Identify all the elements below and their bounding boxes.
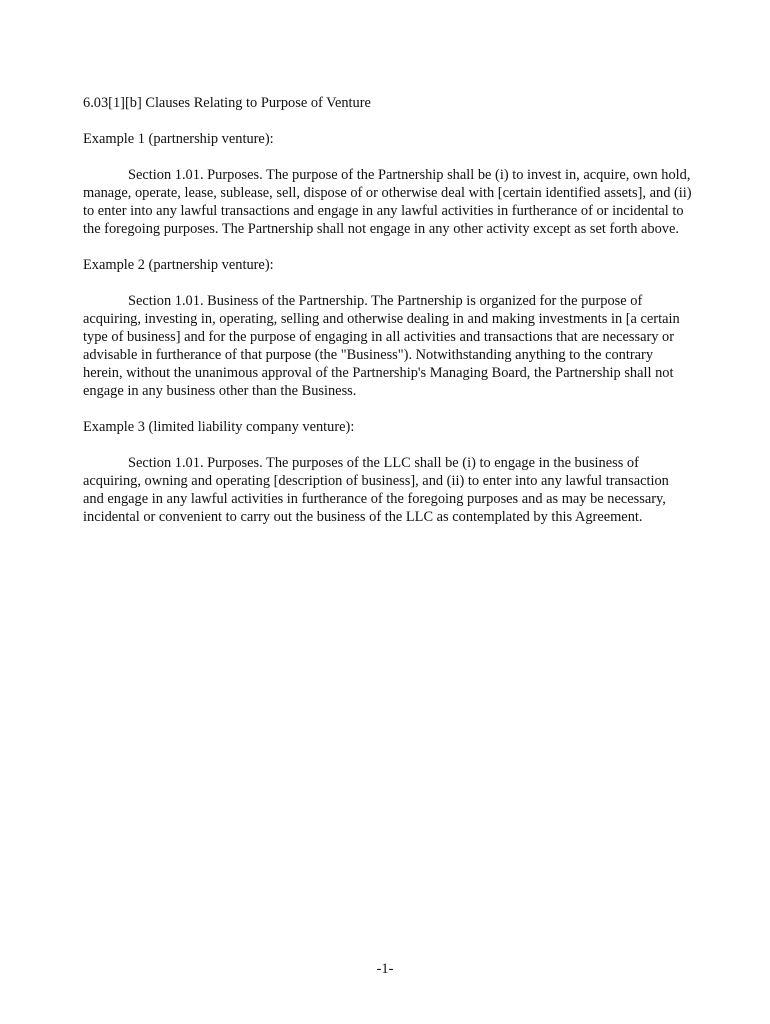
example-1-clause: Section 1.01. Purposes. The purpose of the Partnership shall be (i) to invest in, acquire, own hold, manage, operate, lease, sublease, sell, dispose of or otherwise deal with [certain identified assets], and (ii) to enter into any lawful transactions and engage in any lawful activities in furtherance of or incidental to the foregoing purposes. The Partnership shall not engage in any other activity except as set forth above.: [83, 167, 692, 237]
example-3-clause: Section 1.01. Purposes. The purposes of the LLC shall be (i) to engage in the business of acquiring, owning and operating [description of business], and (ii) to enter into any lawful transaction and engage in any lawful activities in furtherance of the foregoing purposes and as may be necessary, incidental or convenient to carry out the business of the LLC as contemplated by this Agreement.: [83, 455, 669, 525]
example-3-label: Example 3 (limited liability company venture):: [83, 419, 355, 435]
example-1-label: Example 1 (partnership venture):: [83, 131, 274, 147]
example-2-clause: Section 1.01. Business of the Partnership. The Partnership is organized for the purpose of acquiring, investing in, operating, selling and otherwise dealing in and making investments in [a certain type of business] and for the purpose of engaging in all activities and transactions that are necessary or advisable in furtherance of that purpose (the "Business"). Notwithstanding anything to the contrary herein, without the unanimous approval of the Partnership's Managing Board, the Partnership shall not engage in any business other than the Business.: [83, 293, 680, 399]
page-number: -1-: [376, 961, 394, 977]
example-2-label: Example 2 (partnership venture):: [83, 257, 274, 273]
document-body: [83, 94, 693, 544]
section-heading: 6.03[1][b] Clauses Relating to Purpose of Venture: [83, 95, 371, 111]
